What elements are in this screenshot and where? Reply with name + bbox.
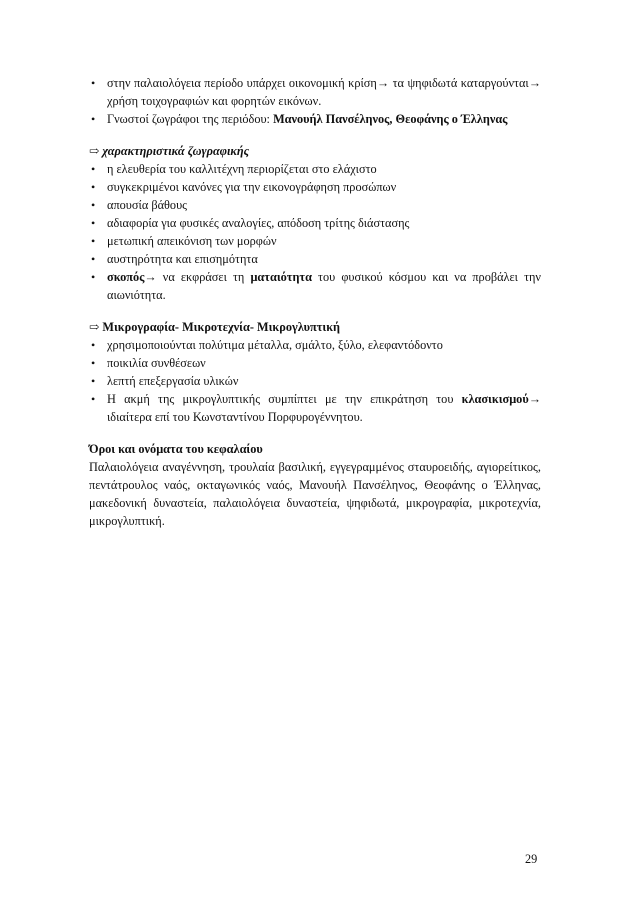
list-item: • απουσία βάθους <box>91 198 188 212</box>
miniature-list <box>89 336 541 426</box>
page-body <box>89 74 541 530</box>
list-item: • σκοπός→ να εκφράσει τη ματαιότητα του φυσικού κόσμου και να προβάλει την αιωνιότητα. <box>91 270 541 302</box>
hollow-arrow-icon: ⇨ <box>89 144 100 158</box>
bullet-icon: • <box>91 198 96 212</box>
intro-list <box>89 74 541 128</box>
arrow-right-icon: → <box>528 392 541 406</box>
arrow-right-icon: → <box>376 76 390 90</box>
list-item: • αδιαφορία για φυσικές αναλογίες, απόδοση τρίτης διάστασης <box>91 216 410 230</box>
list-item: • συγκεκριμένοι κανόνες για την εικονογράφηση προσώπων <box>91 180 397 194</box>
list-item: • χρησιμοποιούνται πολύτιμα μέταλλα, σμάλτο, ξύλο, ελεφαντόδοντο <box>91 338 443 352</box>
list-item: • Η ακμή της μικρογλυπτικής συμπίπτει με την επικράτηση του κλασικισμού→ ιδιαίτερα επί του Κωνσταντίνου Πορφυρογέννητου. <box>91 392 541 424</box>
bullet-icon: • <box>91 162 96 176</box>
section-heading-miniature: ⇨ Μικρογραφία- Μικροτεχνία- Μικρογλυπτική <box>89 320 341 334</box>
list-item: • λεπτή επεξεργασία υλικών <box>91 374 239 388</box>
bullet-icon: • <box>91 374 96 388</box>
hollow-arrow-icon: ⇨ <box>89 320 100 334</box>
arrow-right-icon: → <box>528 76 541 90</box>
section-heading-painting: ⇨ χαρακτηριστικά ζωγραφικής <box>89 144 250 158</box>
bullet-icon: • <box>91 270 96 284</box>
arrow-right-icon: → <box>144 270 157 284</box>
list-item: • αυστηρότητα και επισημότητα <box>91 252 258 266</box>
painting-features-list <box>89 160 541 304</box>
list-item: • Γνωστοί ζωγράφοι της περιόδου: Μανουήλ Πανσέληνος, Θεοφάνης ο Έλληνας <box>91 112 508 126</box>
bullet-icon: • <box>91 338 96 352</box>
page-number: 29 <box>525 852 538 866</box>
bullet-icon: • <box>91 76 96 90</box>
list-item: • στην παλαιολόγεια περίοδο υπάρχει οικονομική κρίση→ τα ψηφιδωτά καταργούνται→ χρήση τοιχογραφιών και φορητών εικόνων. <box>91 76 541 108</box>
list-item: • ποικιλία συνθέσεων <box>91 356 206 370</box>
bullet-icon: • <box>91 234 96 248</box>
list-item: • μετωπική απεικόνιση των μορφών <box>91 234 277 248</box>
terms-paragraph: Παλαιολόγεια αναγέννηση, τρουλαία βασιλική, εγγεγραμμένος σταυροειδής, αγιορείτικος, πεντάτρουλος ναός, οκταγωνικός ναός, Μανουήλ Πανσέληνος, Θεοφάνης ο Έλληνας, μακεδονική δυναστεία, παλαιολόγεια δυναστεία, ψηφιδωτά, μικρογραφία, μικροτεχνία, μικρογλυπτική. <box>89 460 541 528</box>
bullet-icon: • <box>91 112 96 126</box>
bullet-icon: • <box>91 180 96 194</box>
bullet-icon: • <box>91 252 96 266</box>
bullet-icon: • <box>91 392 96 406</box>
bullet-icon: • <box>91 216 96 230</box>
list-item: • η ελευθερία του καλλιτέχνη περιορίζεται στο ελάχιστο <box>91 162 377 176</box>
bullet-icon: • <box>91 356 96 370</box>
section-heading-terms: Όροι και ονόματα του κεφαλαίου <box>89 442 263 456</box>
